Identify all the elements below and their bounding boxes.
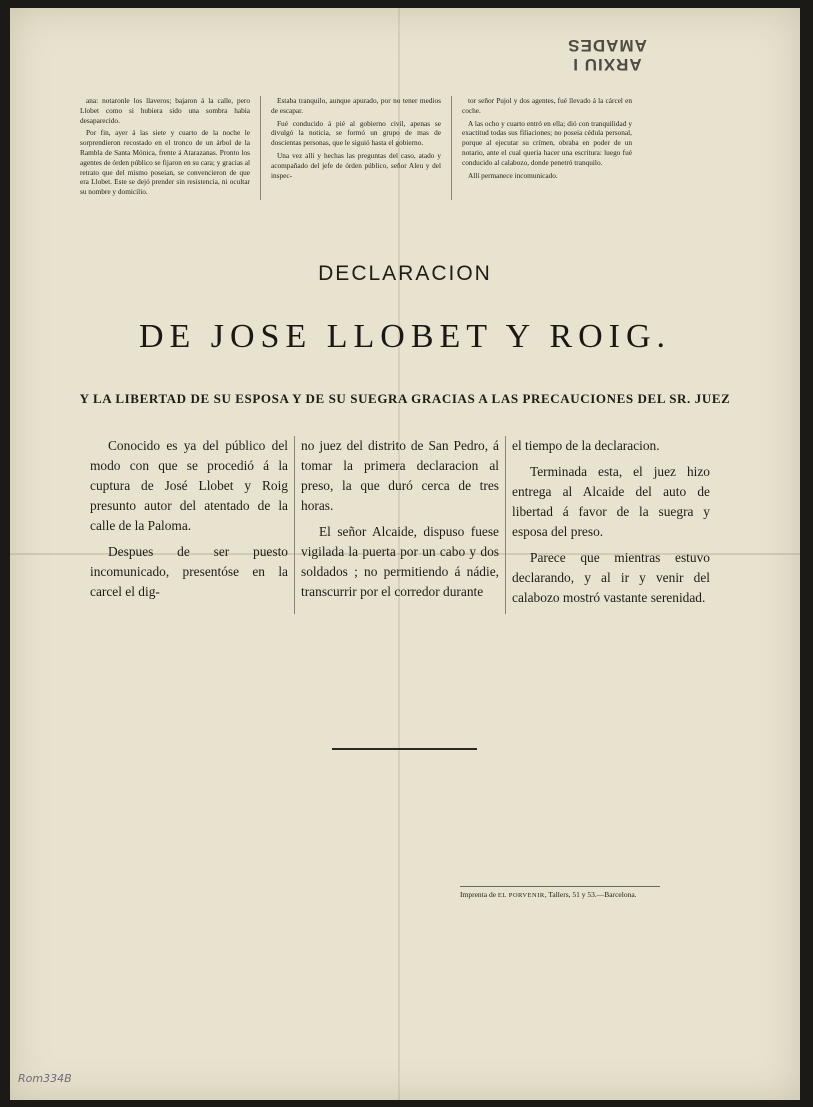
body-column-3 [512, 436, 710, 614]
paragraph: A las ocho y cuarto entró en ella; dió con tranquilidad y exactitud todas sus filiaciones; no poseia cédula personal, porque al ejecutar su crímen, obraba en poder de un notario, ante el cual queria hacer una escritura: luego fué conducido al calabozo, donde penetró tranquilo. [462, 118, 632, 167]
paragraph: Una vez allí y hechas las preguntas del caso, atado y acompañado del jefe de órden público, señor Aleu y del inspec- [271, 150, 441, 180]
paragraph: tor señor Pujol y dos agentes, fué llevado á la cárcel en coche. [462, 96, 632, 115]
column-divider [451, 96, 452, 200]
imprint-prefix: Imprenta de [460, 890, 497, 899]
headline-declaracion: DECLARACION [318, 262, 492, 285]
paragraph: Parece que mientras estuvo declarando, y al ir y venir del calabozo mostró vastante serenidad. [512, 550, 710, 605]
paragraph: Terminada esta, el juez hizo entrega al Alcaide del auto de libertad á favor de la suegra y esposa del preso. [512, 464, 710, 539]
imprint-el: EL [497, 892, 507, 899]
newspaper-sheet [10, 8, 800, 1100]
headline-name: DE JOSE LLOBET Y ROIG. [138, 318, 672, 355]
paragraph: Fué conducido á pié al gobierno civil, apenas se divulgó la noticia, se formó un grupo de mas de doscientas personas, que le siguió hasta el gobierno. [271, 118, 441, 148]
paragraph: Despues de ser puesto incomunicado, presentóse en la carcel el dig- [90, 544, 288, 599]
printer-imprint [460, 886, 660, 899]
stamp-line-1: ARXIU I [572, 55, 642, 74]
paragraph: Conocido es ya del público del modo con que se procedió á la cuptura de José Llobet y Roig presunto autor del atentado de la calle de la Paloma. [90, 438, 288, 533]
top-column-1 [80, 96, 250, 200]
body-column-2 [301, 436, 499, 614]
paragraph: Por fin, ayer á las siete y cuarto de la noche le sorprendieron recostado en el tronco de un árbol de la Rambla de Santa Mónica, frente á Atarazanas. Pronto los agentes de órden público se fijaron en su cara; y gracias al retrato que del mismo poseian, se convencieron de que era Llobet. Este se dejó prender sin resistencia, ni ocultar su nombre y domicilio. [80, 128, 250, 197]
paragraph: no juez del distrito de San Pedro, á tomar la primera declaracion al preso, la que duró cerca de tres horas. [301, 438, 499, 513]
article-body-columns [90, 436, 710, 614]
paragraph: Allí permanece incomunicado. [468, 170, 558, 180]
imprint-name: PORVENIR [508, 892, 545, 899]
paragraph: ana: notaronle los llaveros; bajaron á la calle, pero Llobet como si hubiera sido una sombra habia desaparecido. [80, 96, 250, 125]
stamp-line-2: AMADES [567, 36, 647, 55]
top-news-columns [80, 96, 632, 200]
paragraph: el tiempo de la declaracion. [512, 438, 660, 453]
body-column-1 [90, 436, 288, 614]
paragraph: El señor Alcaide, dispuso fuese vigilada la puerta por un cabo y dos soldados ; no permitiendo á nádie, transcurrir por el corredor durante [301, 524, 499, 599]
column-divider [294, 436, 295, 614]
end-rule [332, 748, 477, 750]
column-divider [505, 436, 506, 614]
top-column-2 [271, 96, 441, 200]
headline-subtitle: Y LA LIBERTAD DE SU ESPOSA Y DE SU SUEGRA GRACIAS A LAS PRECAUCIONES DEL SR. JUEZ [79, 391, 731, 406]
archive-stamp [562, 36, 652, 74]
column-divider [260, 96, 261, 200]
shelfmark: Rom334B [18, 1072, 72, 1085]
imprint-address: , Tallers, 51 y 53.—Barcelona. [544, 890, 637, 899]
paragraph: Estaba tranquilo, aunque apurado, por no tener medios de escapar. [271, 96, 441, 115]
top-column-3 [462, 96, 632, 200]
